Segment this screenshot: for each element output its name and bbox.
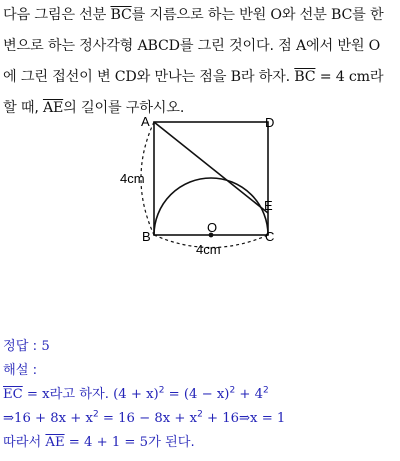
side-length-label: 4cm (120, 171, 145, 186)
base-length-label: 4cm (196, 242, 221, 257)
label-a: A (141, 114, 150, 129)
label-e: E (264, 198, 273, 213)
problem-line-1: 다음 그림은 선분 $\overline{BC}$를 지름으로 하는 반원 O와 선분 BC를 한 (3, 7, 384, 23)
problem-line-3: 에 그린 접선이 변 CD와 만나는 점을 B라 하자. $\overline{BC} = 4$ cm라 (3, 69, 384, 85)
geometry-figure (100, 108, 300, 268)
label-o: O (207, 220, 218, 235)
solution-block (3, 335, 398, 455)
label-b: B (142, 229, 151, 244)
label-c: C (265, 229, 275, 244)
solution-line-1: $\overline{EC} = x$라고 하자. $(4 + x)^2 = (4 - x)^2 + 4^2$ (3, 385, 269, 402)
problem-line-4: 할 때, $\overline{AE}$의 길이를 구하시오. (3, 100, 185, 116)
answer-value: 5 (41, 339, 50, 354)
solution-line-3: 따라서 $\overline{AE} = 4 + 1 = 5$가 된다. (3, 435, 195, 450)
explanation-label: 해설 : (3, 363, 38, 378)
solution-line-2: ⇒16 + $8x + x^2 = 16 - 8x + x^2$ + 16⇒x = 1 (3, 409, 286, 426)
tangent-line-ae (154, 122, 268, 213)
problem-line-2: 변으로 하는 정사각형 ABCD를 그린 것이다. 점 A에서 반원 O (3, 38, 381, 54)
label-d: D (265, 115, 275, 130)
problem-text (3, 0, 398, 124)
answer-line: 정답 : 5 (3, 339, 50, 354)
